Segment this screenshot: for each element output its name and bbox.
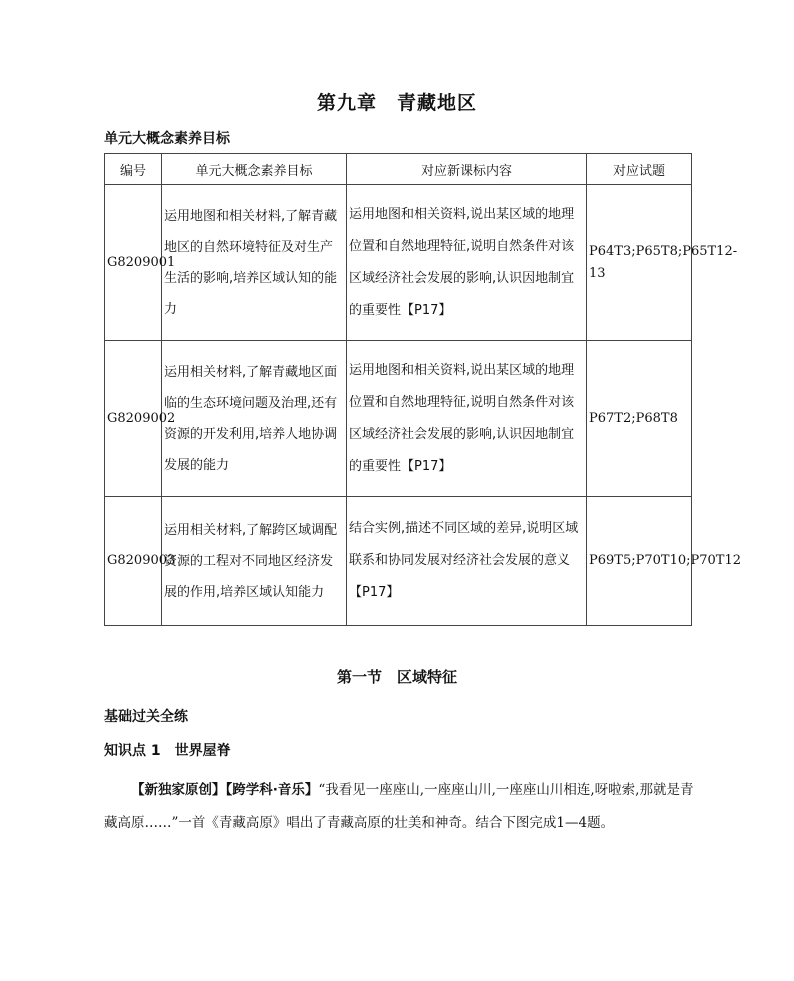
row-code: G8209003 [105,497,162,626]
row-code: G8209001 [105,185,162,341]
knowledge-point-heading: 知识点 1 世界屋脊 [104,743,231,759]
row-goal: 运用地图和相关材料,了解青藏地区的自然环境特征及对生产生活的影响,培养区域认知的能力 [162,185,347,341]
header-content: 对应新课标内容 [347,154,587,185]
row-content: 运用地图和相关资料,说出某区域的地理位置和自然地理特征,说明自然条件对该区域经济社会发展的影响,认识因地制宜的重要性【P17】 [347,185,587,341]
row-tests: P67T2;P68T8 [587,341,692,497]
original-tag: 【新独家原创】 [131,782,226,798]
row-tests: P64T3;P65T8;P65T12-13 [587,185,692,341]
question-paragraph [104,774,694,840]
table-header-row [105,154,692,185]
header-code: 编号 [105,154,162,185]
row-goal: 运用相关材料,了解跨区域调配资源的工程对不同地区经济发展的作用,培养区域认知能力 [162,497,347,626]
goals-table [104,153,741,626]
header-goal: 单元大概念素养目标 [162,154,347,185]
row-content: 结合实例,描述不同区域的差异,说明区域联系和协同发展对经济社会发展的意义【P17】 [347,497,587,626]
header-tests: 对应试题 [587,154,692,185]
table-row [105,341,692,497]
cross-subject-tag: 【跨学科·音乐】 [225,782,319,798]
table-row [105,497,692,626]
section-label: 单元大概念素养目标 [104,131,230,147]
practice-label: 基础过关全练 [104,709,188,725]
paragraph-text: “我看见一座座山,一座座山川,一座座山川相连,呀啦索,那就是青藏高原……”一首《青藏高原》唱出了青藏高原的壮美和神奇。结合下图完成1—4题。 [104,782,694,831]
row-goal: 运用相关材料,了解青藏地区面临的生态环境问题及治理,还有资源的开发利用,培养人地协调发展的能力 [162,341,347,497]
page-title: 第九章 青藏地区 [316,92,477,114]
row-content: 运用地图和相关资料,说出某区域的地理位置和自然地理特征,说明自然条件对该区域经济社会发展的影响,认识因地制宜的重要性【P17】 [347,341,587,497]
table-row [105,185,692,341]
row-code: G8209002 [105,341,162,497]
row-tests: P69T5;P70T10;P70T12 [587,497,692,626]
subsection-title: 第一节 区域特征 [336,668,457,686]
